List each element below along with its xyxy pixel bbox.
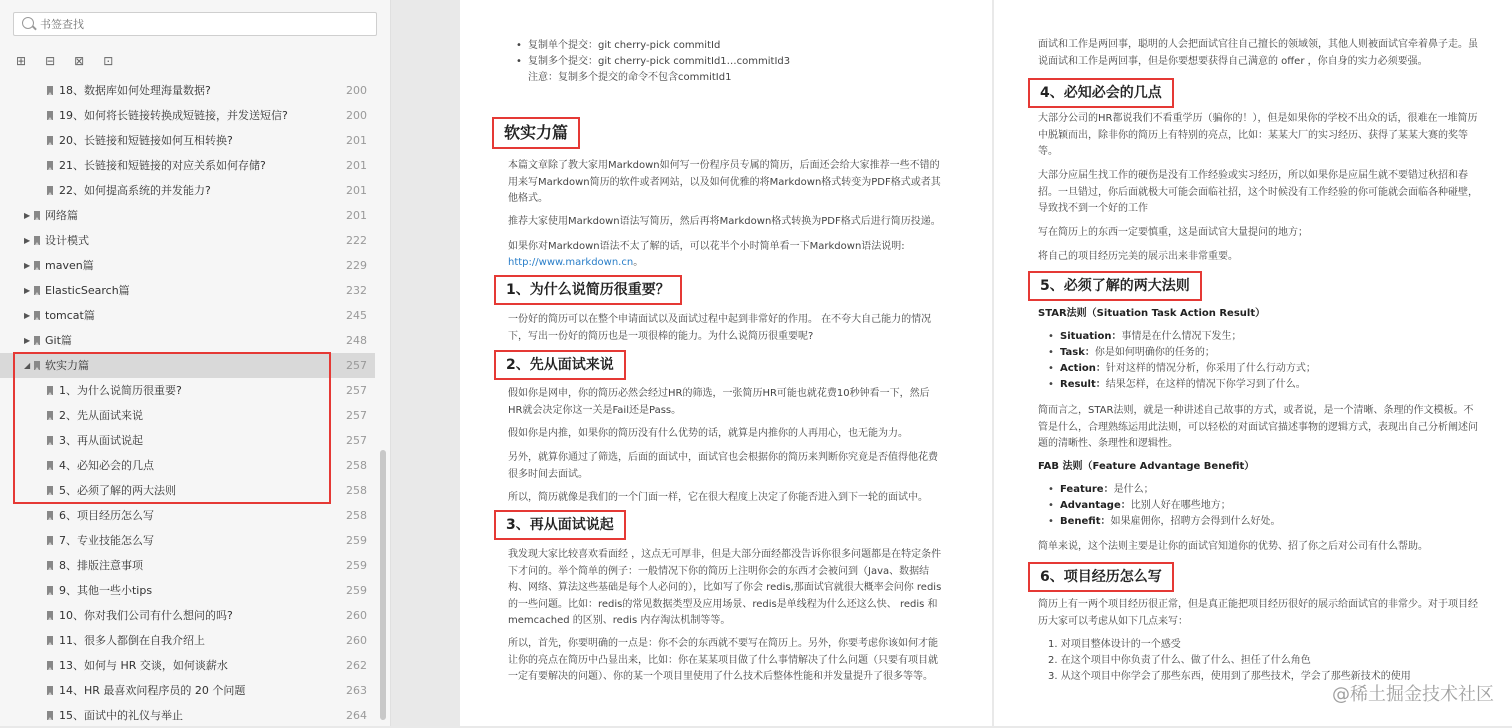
bookmark-item[interactable] (0, 103, 375, 128)
bookmark-item[interactable] (0, 153, 375, 178)
bookmark-label: 9、其他一些小tips (59, 584, 153, 597)
bookmark-icon (47, 511, 53, 520)
bookmark-page-number: 257 (346, 409, 367, 422)
add-bookmark-icon[interactable]: ⊠ (74, 54, 85, 68)
list-key: Result： (1060, 379, 1106, 390)
pdf-page-left (460, 0, 992, 726)
bookmark-label: 20、长链接和短链接如何互相转换? (59, 134, 233, 147)
bookmark-page-number: 200 (346, 109, 367, 122)
bookmark-page-number: 201 (346, 184, 367, 197)
paragraph: 假如你是网申，你的简历必然会经过HR的筛选，一张简历HR可能也就花费10秒钟看一下，然后HR就会决定你这一关是Fail还是Pass。 (508, 388, 930, 416)
paragraph: 所以，首先，你要明确的一点是：你不会的东西就不要写在简历上。另外，你要考虑你该如何才能让你的亮点在简历中凸显出来，比如：你在某某项目做了什么事情解决了什么问题（只要有项目就一定有要解决的问题）、你的某一个项目里使用了什么技术后整体性能和并发量提升了很多等等。 (508, 638, 938, 682)
bookmark-label: 3、再从面试说起 (59, 434, 143, 447)
bookmark-icon (47, 611, 53, 620)
bookmark-icon (47, 136, 53, 145)
paragraph: 简而言之，STAR法则，就是一种讲述自己故事的方式，或者说，是一个清晰、条理的作文模板。不管是什么，合理熟练运用此法则，可以轻松的对面试官描述事物的逻辑方式，表现出自己分析阐述问题的清晰性、条理性和逻辑性。 (1038, 405, 1478, 449)
list-key: Advantage： (1060, 500, 1131, 511)
paragraph: 简历上有一两个项目经历很正常，但是真正能把项目经历很好的展示给面试官的非常少。对于项目经历大家可以考虑从如下几点来写： (1038, 599, 1478, 627)
bookmark-page-number: 257 (346, 434, 367, 447)
list-item: 3. 从这个项目中你学会了那些东西，使用到了那些技术，学会了那些新技术的使用 (1048, 671, 1411, 682)
bookmark-label: maven篇 (45, 259, 94, 272)
bookmark-icon (47, 586, 53, 595)
bookmark-label: tomcat篇 (45, 309, 95, 322)
bookmark-icon (34, 236, 40, 245)
heading-section-4: 4、必知必会的几点 (1028, 78, 1174, 108)
heading-section-5: 5、必须了解的两大法则 (1028, 271, 1202, 301)
paragraph (508, 255, 643, 272)
paragraph: 推荐大家使用Markdown语法写简历，然后再将Markdown格式转换为PDF格式后进行简历投递。 (508, 216, 941, 227)
bookmark-label: 软实力篇 (45, 359, 89, 372)
paragraph: 面试和工作是两回事，聪明的人会把面试官往自己擅长的领域领，其他人则被面试官牵着鼻子走。虽说面试和工作是两回事，但是你要想要获得自己满意的 offer ，你自身的实力必须要强。 (1038, 39, 1478, 67)
bookmark-page-number: 259 (346, 584, 367, 597)
bookmark-page-number: 200 (346, 84, 367, 97)
paragraph: 大部分公司的HR都说我们不看重学历（骗你的！），但是如果你的学校不出众的话，很难在一堆简历中脱颖而出，除非你的简历上有特别的亮点，比如：某某大厂的实习经历、获得了某某大赛的奖等等。 (1038, 113, 1478, 157)
bookmark-page-number: 257 (346, 359, 367, 372)
expand-arrow-icon[interactable]: ▶ (24, 311, 31, 320)
paragraph: 将自己的项目经历完美的展示出来非常重要。 (1038, 251, 1238, 262)
paragraph: 假如你是内推，如果你的简历没有什么优势的话，就算是内推你的人再用心，也无能为力。 (508, 428, 908, 439)
bookmark-item[interactable] (0, 603, 375, 628)
bookmark-icon (47, 661, 53, 670)
heading-section-6: 6、项目经历怎么写 (1028, 562, 1174, 592)
bookmark-icon (47, 186, 53, 195)
expand-arrow-icon[interactable]: ▶ (24, 236, 31, 245)
expand-arrow-icon[interactable]: ▶ (24, 261, 31, 270)
bookmark-page-number: 248 (346, 334, 367, 347)
bookmark-label: 14、HR 最喜欢问程序员的 20 个问题 (59, 684, 246, 697)
pdf-page-right (994, 0, 1512, 726)
list-key: Action： (1060, 363, 1106, 374)
expand-all-icon[interactable]: ⊞ (15, 54, 27, 68)
bookmark-page-number: 245 (346, 309, 367, 322)
heading-section-3: 3、再从面试说起 (494, 510, 626, 540)
paragraph: 如果你对Markdown语法不太了解的话，可以花半个小时简单看一下Markdown语法说明: (508, 241, 905, 252)
bookmark-page-number: 201 (346, 134, 367, 147)
bookmark-label: 11、很多人都倒在自我介绍上 (59, 634, 205, 647)
bookmark-page-number: 201 (346, 209, 367, 222)
list-value: 针对这样的情况分析，你采用了什么行动方式； (1105, 363, 1316, 374)
bookmark-icon (47, 711, 53, 720)
bookmark-item[interactable] (0, 628, 375, 653)
bookmark-label: 22、如何提高系统的并发能力? (59, 184, 211, 197)
bookmark-page-number: 229 (346, 259, 367, 272)
search-icon (22, 17, 34, 29)
markdown-link[interactable]: http://www.markdown.cn (508, 257, 634, 268)
list-item (1060, 482, 1154, 498)
bookmark-item[interactable] (0, 328, 375, 353)
bookmark-label: 4、必知必会的几点 (59, 459, 154, 472)
list-key: Task： (1060, 347, 1095, 358)
bookmark-page-number: 260 (346, 634, 367, 647)
bookmark-item[interactable] (0, 203, 375, 228)
list-key: Situation： (1060, 331, 1122, 342)
bookmark-icon (47, 561, 53, 570)
list-item: • 复制单个提交：git cherry-pick commitId (528, 38, 720, 54)
bookmark-label: 6、项目经历怎么写 (59, 509, 154, 522)
paragraph: 另外，就算你通过了筛选，后面的面试中，面试官也会根据你的简历来判断你究竟是否值得他花费很多时间去面试。 (508, 452, 938, 480)
watermark: @稀土掘金技术社区 (1332, 684, 1494, 705)
list-item (1060, 345, 1215, 361)
list-item (1060, 514, 1281, 530)
list-value: 是什么； (1113, 484, 1154, 495)
bookmark-page-number: 257 (346, 384, 367, 397)
collapse-all-icon[interactable]: ⊟ (45, 54, 56, 68)
highlight-box (13, 352, 331, 504)
bookmark-item[interactable] (0, 278, 375, 303)
bookmark-item[interactable] (0, 653, 375, 678)
collapse-arrow-icon[interactable]: ◢ (24, 361, 31, 370)
list-item (1060, 377, 1306, 393)
bookmark-icon (47, 636, 53, 645)
bookmark-label: 设计模式 (45, 234, 89, 247)
bookmark-label: 5、必须了解的两大法则 (59, 484, 176, 497)
bookmark-label: 8、排版注意事项 (59, 559, 143, 572)
bookmark-page-number: 263 (346, 684, 367, 697)
bookmark-page-number: 258 (346, 484, 367, 497)
paragraph: 大部分应届生找工作的硬伤是没有工作经验或实习经历，所以如果你是应届生就不要错过秋招和春招。一旦错过，你后面就极大可能会面临社招，这个时候没有工作经验的你可能就会面临各种碰壁，导致找不到一个好的工作 (1038, 170, 1478, 214)
bookmark-label: 21、长链接和短链接的对应关系如何存储? (59, 159, 266, 172)
link-suffix: 。 (633, 257, 644, 268)
bookmark-page-number: 259 (346, 534, 367, 547)
paragraph: 我发现大家比较喜欢看面经 ，这点无可厚非，但是大部分面经都没告诉你很多问题都是在特定条件下才问的。举个简单的例子：一般情况下你的简历上注明你会的东西才会被问到（Java、数据结构、网络、算法这些基础是每个人必问的），比如写了你会 redis,那面试官就很大概率会问你 redis的一些问题。比如：redis的常见数据类型及应用场景、redis是单线程为什么还这么快、 redis 和memcached 的区别、redis 内存淘汰机制等等。 (508, 549, 942, 626)
bookmark-item[interactable] (0, 253, 375, 278)
bookmark-item[interactable] (0, 78, 375, 103)
bookmark-label: 19、如何将长链接转换成短链接，并发送短信? (59, 109, 288, 122)
bookmark-page-number: 259 (346, 559, 367, 572)
bookmark-label: 网络篇 (45, 209, 78, 222)
fab-title: FAB 法则（Feature Advantage Benefit） (1038, 461, 1255, 472)
bookmark-icon (47, 161, 53, 170)
bookmark-item[interactable] (0, 228, 375, 253)
list-key: Benefit： (1060, 516, 1111, 527)
bookmark-label: 13、如何与 HR 交谈，如何谈薪水 (59, 659, 228, 672)
bookmark-label: ElasticSearch篇 (45, 284, 130, 297)
paragraph: 写在简历上的东西一定要慎重，这是面试官大量提问的地方； (1038, 227, 1308, 238)
bookmark-icon[interactable]: ⊡ (103, 54, 114, 68)
bookmark-toolbar (14, 50, 125, 66)
bookmark-page-number: 201 (346, 159, 367, 172)
bookmark-item[interactable] (0, 178, 375, 203)
bookmark-page-number: 222 (346, 234, 367, 247)
bookmark-icon (47, 86, 53, 95)
bookmark-item[interactable] (0, 703, 375, 728)
bookmark-icon (34, 286, 40, 295)
bookmark-page-number: 258 (346, 509, 367, 522)
bookmark-item[interactable] (0, 528, 375, 553)
bookmark-item[interactable] (0, 128, 375, 153)
bookmark-search[interactable] (13, 12, 377, 36)
note-text: 注意：复制多个提交的命令不包含commitId1 (528, 72, 732, 83)
bookmark-page-number: 260 (346, 609, 367, 622)
bookmark-icon (47, 536, 53, 545)
list-value: 你是如何明确你的任务的； (1094, 347, 1215, 358)
bookmark-page-number: 258 (346, 459, 367, 472)
bookmark-item[interactable] (0, 578, 375, 603)
expand-arrow-icon[interactable]: ▶ (24, 286, 31, 295)
bookmark-icon (34, 311, 40, 320)
list-key: Feature： (1060, 484, 1114, 495)
bookmark-icon (47, 686, 53, 695)
list-item (1060, 361, 1316, 377)
list-item: 1. 对项目整体设计的一个感受 (1048, 639, 1181, 650)
list-value: 比别人好在哪些地方； (1130, 500, 1231, 511)
bookmark-page-number: 262 (346, 659, 367, 672)
paragraph: 本篇文章除了教大家用Markdown如何写一份程序员专属的简历，后面还会给大家推荐一些不错的用来写Markdown简历的软件或者网站，以及如何优雅的将Markdown格式转变为PDF格式或者其他格式。 (508, 160, 941, 204)
heading-section-2: 2、先从面试来说 (494, 350, 626, 380)
paragraph: 所以，简历就像是我们的一个门面一样，它在很大程度上决定了你能否进入到下一轮的面试中。 (508, 492, 928, 503)
list-value: 如果雇佣你，招聘方会得到什么好处。 (1110, 516, 1281, 527)
bookmark-item[interactable] (0, 678, 375, 703)
bookmark-item[interactable] (0, 553, 375, 578)
list-item (1060, 329, 1241, 345)
paragraph: 简单来说，这个法则主要是让你的面试官知道你的优势、招了你之后对公司有什么帮助。 (1038, 541, 1428, 552)
bookmark-label: 15、面试中的礼仪与举止 (59, 709, 183, 722)
list-item (1060, 498, 1231, 514)
list-item: • 复制多个提交：git cherry-pick commitId1…commitId3 (528, 54, 790, 70)
bookmark-search-input[interactable] (40, 13, 370, 35)
list-item: 2. 在这个项目中你负责了什么、做了什么、担任了什么角色 (1048, 655, 1311, 666)
star-title: STAR法则（Situation Task Action Result） (1038, 308, 1266, 319)
bookmark-item[interactable] (0, 503, 375, 528)
heading-section-1: 1、为什么说简历很重要？ (494, 275, 682, 305)
bookmark-label: 10、你对我们公司有什么想问的吗? (59, 609, 233, 622)
bookmark-label: 2、先从面试来说 (59, 409, 143, 422)
bookmark-page-number: 264 (346, 709, 367, 722)
bookmark-label: 1、为什么说简历很重要? (59, 384, 182, 397)
bookmark-page-number: 232 (346, 284, 367, 297)
bookmark-icon (47, 111, 53, 120)
bookmark-label: 18、数据库如何处理海量数据? (59, 84, 211, 97)
heading-soft-skills: 软实力篇 (492, 117, 580, 149)
bookmark-icon (34, 211, 40, 220)
list-value: 事情是在什么情况下发生； (1121, 331, 1242, 342)
bookmark-icon (34, 261, 40, 270)
bookmark-sidebar (0, 0, 391, 726)
bookmark-icon (34, 336, 40, 345)
paragraph: 一份好的简历可以在整个申请面试以及面试过程中起到非常好的作用。 在不夸大自己能力的情况下，写出一份好的简历也是一项很棒的能力。为什么说简历很重要呢? (508, 314, 932, 342)
sidebar-scrollbar[interactable] (380, 450, 386, 720)
list-value: 结果怎样，在这样的情况下你学习到了什么。 (1105, 379, 1306, 390)
bookmark-label: 7、专业技能怎么写 (59, 534, 154, 547)
bookmark-label: Git篇 (45, 334, 72, 347)
bookmark-item[interactable] (0, 303, 375, 328)
expand-arrow-icon[interactable]: ▶ (24, 211, 31, 220)
expand-arrow-icon[interactable]: ▶ (24, 336, 31, 345)
